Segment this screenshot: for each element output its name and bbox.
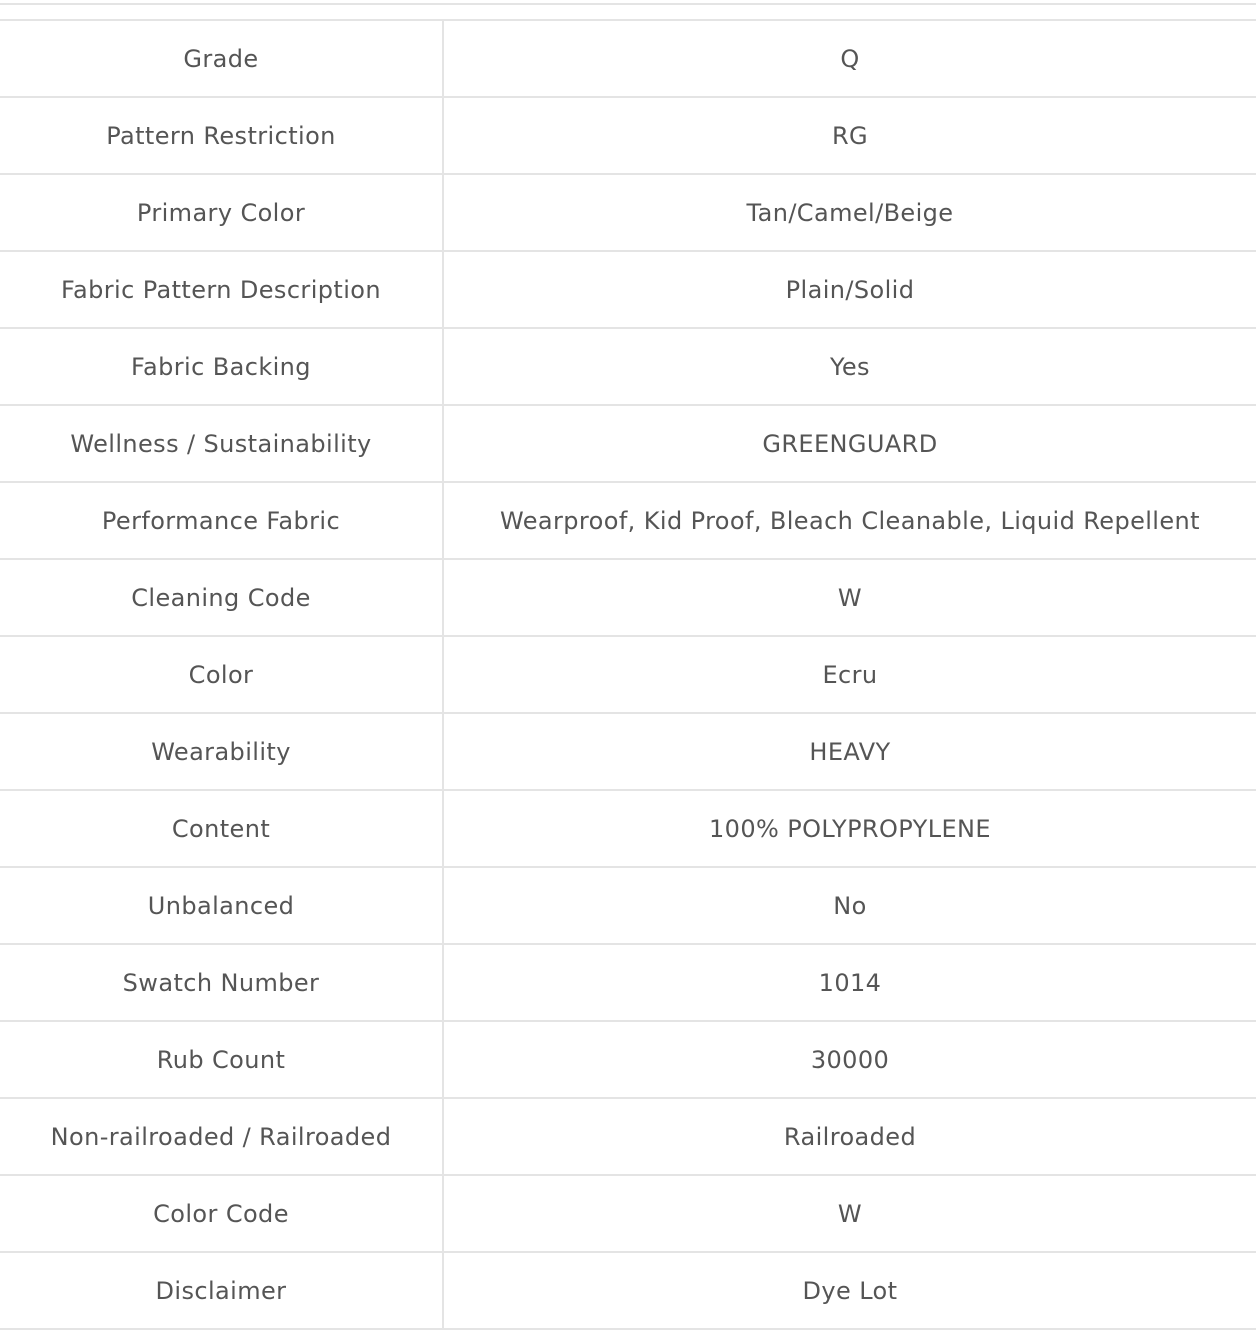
spec-value: HEAVY — [443, 713, 1256, 790]
spec-row-color — [0, 636, 1256, 713]
spec-value: W — [443, 559, 1256, 636]
spec-row-cleaning-code — [0, 559, 1256, 636]
spec-label: Wellness / Sustainability — [0, 405, 443, 482]
spec-label: Content — [0, 790, 443, 867]
spec-row-rub-count — [0, 1021, 1256, 1098]
spec-row-pattern-restriction — [0, 97, 1256, 174]
spec-value: Wearproof, Kid Proof, Bleach Cleanable, Liquid Repellent — [443, 482, 1256, 559]
spec-value: Q — [443, 20, 1256, 97]
spec-row-color-code — [0, 1175, 1256, 1252]
spec-value: Ecru — [443, 636, 1256, 713]
spec-value: 30000 — [443, 1021, 1256, 1098]
spec-row-primary-color — [0, 174, 1256, 251]
spec-row-wellness-sustainability — [0, 405, 1256, 482]
spec-label: Fabric Pattern Description — [0, 251, 443, 328]
spec-label: Rub Count — [0, 1021, 443, 1098]
product-specifications-table — [0, 19, 1256, 1330]
spec-value: 100% POLYPROPYLENE — [443, 790, 1256, 867]
spec-label: Grade — [0, 20, 443, 97]
spec-row-disclaimer — [0, 1252, 1256, 1329]
spec-value: Plain/Solid — [443, 251, 1256, 328]
spec-label: Color — [0, 636, 443, 713]
spec-row-content — [0, 790, 1256, 867]
spec-row-grade — [0, 20, 1256, 97]
spec-label: Pattern Restriction — [0, 97, 443, 174]
spec-label: Color Code — [0, 1175, 443, 1252]
spec-label: Fabric Backing — [0, 328, 443, 405]
spec-value: W — [443, 1175, 1256, 1252]
spec-row-fabric-pattern-description — [0, 251, 1256, 328]
spec-label: Swatch Number — [0, 944, 443, 1021]
spec-row-unbalanced — [0, 867, 1256, 944]
spec-value: Tan/Camel/Beige — [443, 174, 1256, 251]
spec-value: 1014 — [443, 944, 1256, 1021]
spec-row-performance-fabric — [0, 482, 1256, 559]
spec-label: Unbalanced — [0, 867, 443, 944]
spec-row-railroaded — [0, 1098, 1256, 1175]
spec-label: Performance Fabric — [0, 482, 443, 559]
spec-row-swatch-number — [0, 944, 1256, 1021]
spec-label: Non-railroaded / Railroaded — [0, 1098, 443, 1175]
spec-row-wearability — [0, 713, 1256, 790]
spec-label: Disclaimer — [0, 1252, 443, 1329]
spec-label: Primary Color — [0, 174, 443, 251]
spec-row-fabric-backing — [0, 328, 1256, 405]
spec-label: Wearability — [0, 713, 443, 790]
spec-value: Railroaded — [443, 1098, 1256, 1175]
spec-value: RG — [443, 97, 1256, 174]
spec-value: No — [443, 867, 1256, 944]
spec-value: Dye Lot — [443, 1252, 1256, 1329]
spec-value: GREENGUARD — [443, 405, 1256, 482]
spec-label: Cleaning Code — [0, 559, 443, 636]
spec-value: Yes — [443, 328, 1256, 405]
top-divider — [0, 3, 1256, 5]
